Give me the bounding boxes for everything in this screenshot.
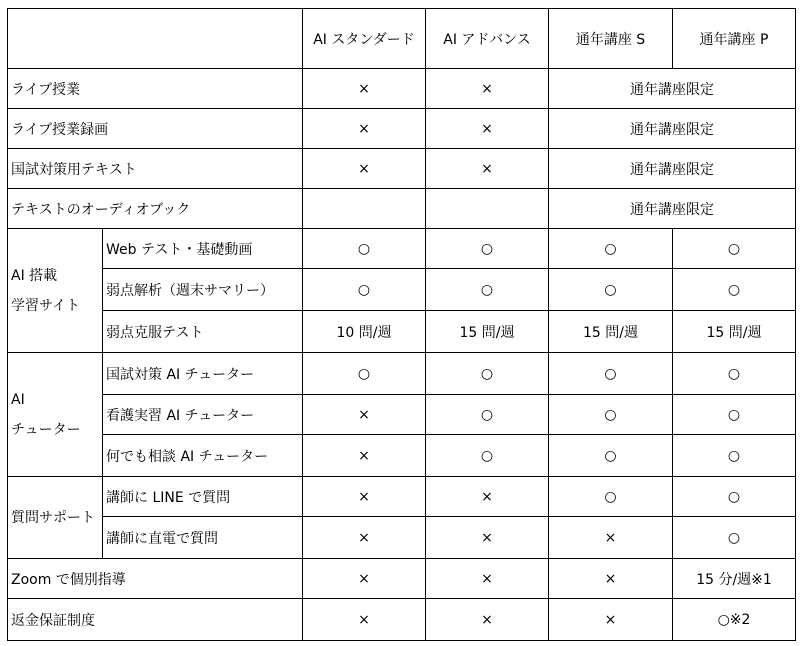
table-row bbox=[8, 353, 796, 395]
value-cell: ○ bbox=[673, 477, 796, 517]
row-label: Web テスト・基礎動画 bbox=[103, 229, 303, 269]
value-cell bbox=[426, 189, 549, 229]
table-row bbox=[8, 109, 796, 149]
value-cell: ○ bbox=[549, 269, 673, 311]
row-label: テキストのオーディオブック bbox=[8, 189, 303, 229]
plan-header-ai-advance: AI アドバンス bbox=[426, 9, 549, 69]
header-corner-cell bbox=[8, 9, 303, 69]
group-label-line: 学習サイト bbox=[11, 297, 81, 314]
value-cell: × bbox=[426, 109, 549, 149]
table-row bbox=[8, 517, 796, 559]
group-label-ai-tutor bbox=[8, 353, 103, 477]
table-row bbox=[8, 69, 796, 109]
merged-value-cell: 通年講座限定 bbox=[549, 109, 796, 149]
group-label-ai-learning-site bbox=[8, 229, 103, 353]
row-label: 返金保証制度 bbox=[8, 599, 303, 641]
group-label-line: 質問サポート bbox=[11, 509, 95, 526]
value-cell: ○ bbox=[426, 229, 549, 269]
value-cell: ○ bbox=[673, 353, 796, 395]
table-row bbox=[8, 189, 796, 229]
value-cell: 15 分/週※1 bbox=[673, 559, 796, 599]
row-label: ライブ授業録画 bbox=[8, 109, 303, 149]
row-label: 国試対策 AI チューター bbox=[103, 353, 303, 395]
merged-value-cell: 通年講座限定 bbox=[549, 69, 796, 109]
row-label: 看護実習 AI チューター bbox=[103, 395, 303, 435]
value-cell: 15 問/週 bbox=[549, 311, 673, 353]
value-cell: ○ bbox=[549, 477, 673, 517]
table-row bbox=[8, 269, 796, 311]
value-cell: × bbox=[549, 559, 673, 599]
value-cell: ○ bbox=[673, 435, 796, 477]
table-row bbox=[8, 229, 796, 269]
value-cell: × bbox=[426, 599, 549, 641]
value-cell: × bbox=[303, 477, 426, 517]
row-label: 弱点解析（週末サマリー） bbox=[103, 269, 303, 311]
table-row bbox=[8, 559, 796, 599]
row-label: 何でも相談 AI チューター bbox=[103, 435, 303, 477]
value-cell: ○ bbox=[673, 269, 796, 311]
value-cell: × bbox=[303, 109, 426, 149]
value-cell: 15 問/週 bbox=[673, 311, 796, 353]
value-cell: ○※2 bbox=[673, 599, 796, 641]
group-label-question-support bbox=[8, 477, 103, 559]
row-label: 国試対策用テキスト bbox=[8, 149, 303, 189]
value-cell: × bbox=[303, 559, 426, 599]
value-cell: × bbox=[303, 435, 426, 477]
row-label: 弱点克服テスト bbox=[103, 311, 303, 353]
value-cell: ○ bbox=[673, 395, 796, 435]
value-cell: × bbox=[426, 559, 549, 599]
value-cell: × bbox=[426, 149, 549, 189]
value-cell: ○ bbox=[426, 269, 549, 311]
value-cell: × bbox=[303, 517, 426, 559]
value-cell: × bbox=[426, 69, 549, 109]
value-cell: ○ bbox=[549, 435, 673, 477]
value-cell: ○ bbox=[673, 517, 796, 559]
value-cell: × bbox=[549, 599, 673, 641]
value-cell: ○ bbox=[549, 353, 673, 395]
row-label: ライブ授業 bbox=[8, 69, 303, 109]
header-row bbox=[8, 9, 796, 69]
value-cell: ○ bbox=[303, 269, 426, 311]
value-cell: ○ bbox=[549, 395, 673, 435]
value-cell: 15 問/週 bbox=[426, 311, 549, 353]
table-row bbox=[8, 599, 796, 641]
value-cell: × bbox=[303, 395, 426, 435]
value-cell: × bbox=[303, 69, 426, 109]
table-row bbox=[8, 435, 796, 477]
value-cell: × bbox=[303, 599, 426, 641]
value-cell: × bbox=[303, 149, 426, 189]
row-label: 講師に直電で質問 bbox=[103, 517, 303, 559]
value-cell: × bbox=[426, 477, 549, 517]
value-cell: ○ bbox=[303, 229, 426, 269]
value-cell bbox=[303, 189, 426, 229]
merged-value-cell: 通年講座限定 bbox=[549, 189, 796, 229]
plan-comparison-table bbox=[7, 8, 796, 641]
value-cell: ○ bbox=[549, 229, 673, 269]
merged-value-cell: 通年講座限定 bbox=[549, 149, 796, 189]
group-label-line: AI bbox=[11, 391, 25, 408]
table-row bbox=[8, 311, 796, 353]
value-cell: × bbox=[426, 517, 549, 559]
value-cell: ○ bbox=[426, 395, 549, 435]
row-label: Zoom で個別指導 bbox=[8, 559, 303, 599]
table-row bbox=[8, 149, 796, 189]
plan-header-ai-standard: AI スタンダード bbox=[303, 9, 426, 69]
table-row bbox=[8, 395, 796, 435]
value-cell: ○ bbox=[426, 435, 549, 477]
table-row bbox=[8, 477, 796, 517]
plan-header-annual-p: 通年講座 P bbox=[673, 9, 796, 69]
value-cell: ○ bbox=[303, 353, 426, 395]
row-label: 講師に LINE で質問 bbox=[103, 477, 303, 517]
group-label-line: AI 搭載 bbox=[11, 267, 58, 284]
plan-header-annual-s: 通年講座 S bbox=[549, 9, 673, 69]
value-cell: ○ bbox=[673, 229, 796, 269]
group-label-line: チューター bbox=[11, 421, 81, 438]
value-cell: 10 問/週 bbox=[303, 311, 426, 353]
value-cell: × bbox=[549, 517, 673, 559]
value-cell: ○ bbox=[426, 353, 549, 395]
